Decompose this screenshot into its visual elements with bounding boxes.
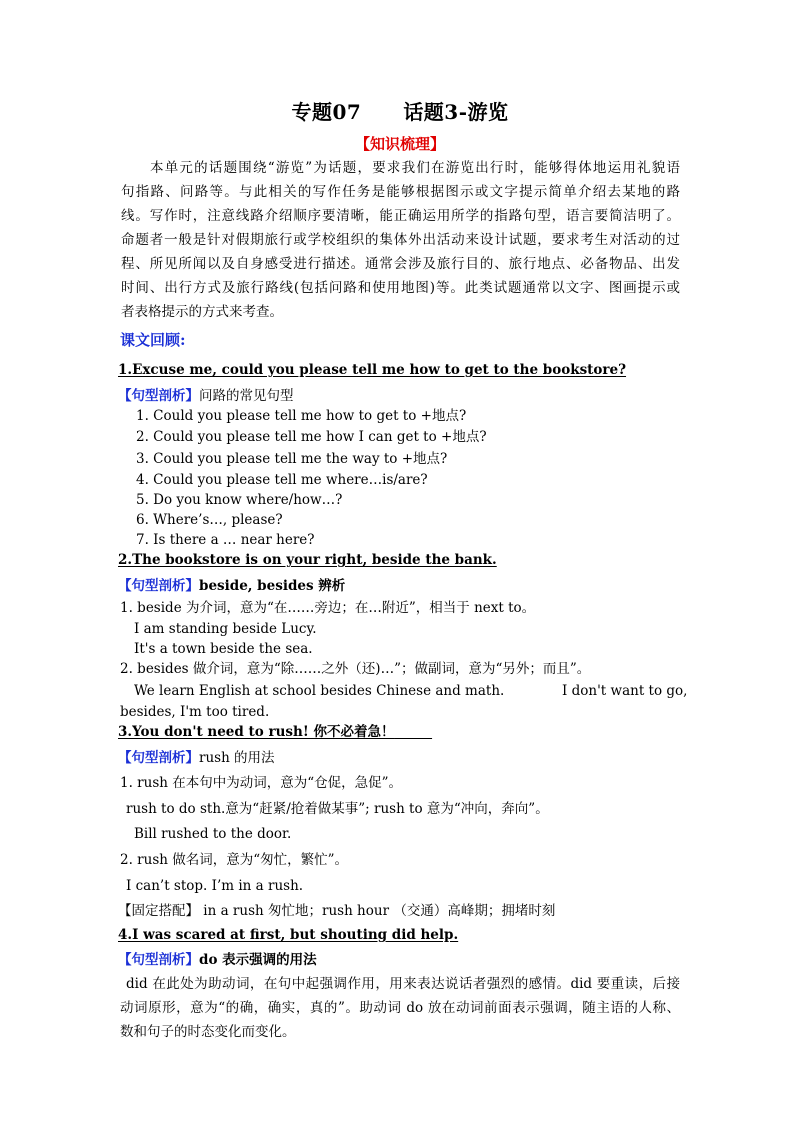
rush-example-1: Bill rushed to the door. [134,826,292,842]
besides-example-2b: besides, I'm too tired. [120,704,270,720]
section-3-title-text: 3.You don't need to rush! 你不必着急！ [118,724,395,740]
pattern-item-3: 3. Could you please tell me the way to +地点? [136,451,448,467]
intro-line-5: 程、所见所闻以及自身感受进行描述。通常会涉及旅行目的、旅行地点、必备物品、出发 [121,256,680,272]
do-emphasis-line-2: 动词原形，意为“的确，确实，真的”。助动词 do 放在动词前面表示强调，随主语的人称、 [120,1000,680,1016]
section-2-title: 2.The bookstore is on your right, beside the bank. [118,552,497,568]
intro-line-4: 命题者一般是针对假期旅行或学校组织的集体外出活动来设计试题，要求考生对活动的过 [121,232,680,248]
title-topic-name: 话题3-游览 [403,100,509,124]
section-1-tag-text: 问路的常见句型 [199,388,294,404]
rush-to-usage: rush to do sth.意为“赶紧/抢着做某事”; rush to 意为“冲向，奔向”。 [126,801,549,817]
beside-example-1: I am standing beside Lucy. [134,621,317,637]
section-3-analysis [118,748,275,768]
rush-noun-usage: 2. rush 做名词，意为“匆忙，繁忙”。 [120,852,349,868]
besides-example-1: We learn English at school besides Chinese and math. [134,683,505,699]
rush-verb-usage: 1. rush 在本句中为动词，意为“仓促，急促”。 [120,775,403,791]
pattern-item-7: 7. Is there a … near here? [136,532,315,548]
knowledge-heading: 【知识梳理】 [354,135,445,153]
pattern-item-1: 1. Could you please tell me how to get to +地点? [136,408,467,424]
pattern-item-5: 5. Do you know where/how…? [136,492,343,508]
pattern-item-2: 2. Could you please tell me how I can get to +地点? [136,429,487,445]
intro-line-2: 句指路、问路等。与此相关的写作任务是能够根据图示或文字提示简单介绍去某地的路 [121,184,680,200]
section-3-title [118,722,432,742]
beside-usage: 1. beside 为介词，意为“在……旁边；在…附近”，相当于 next to。 [120,600,536,616]
section-1-analysis [118,386,294,406]
besides-usage: 2. besides 做介词，意为“除……之外（还)…”；做副词，意为“另外；而且”。 [120,661,591,677]
intro-line-7: 者表格提示的方式来考查。 [121,304,283,320]
section-2-analysis [118,576,345,596]
intro-line-1: 本单元的话题围绕“游览”为话题，要求我们在游览出行时，能够得体地运用礼貌语 [150,160,680,176]
section-2-tag: 【句型剖析】 [118,578,199,594]
section-1-tag: 【句型剖析】 [118,388,199,404]
do-emphasis-line-1: did 在此处为助动词，在句中起强调作用，用来表达说话者强烈的感情。did 要重读，后接 [126,976,680,992]
do-emphasis-line-3: 数和句子的时态变化而变化。 [120,1024,296,1040]
intro-line-3: 线。写作时，注意线路介绍顺序要清晰，能正确运用所学的指路句型，语言要简洁明了。 [121,208,680,224]
section-2-tag-text: beside, besides 辨析 [199,578,346,594]
rush-example-2: I can’t stop. I’m in a rush. [126,878,304,894]
beside-example-2: It's a town beside the sea. [134,641,313,657]
besides-example-2a: I don't want to go, [562,683,688,699]
review-heading: 课文回顾: [120,331,186,349]
section-4-tag-text: do 表示强调的用法 [199,952,317,968]
section-4-analysis [118,950,317,970]
section-4-tag: 【句型剖析】 [118,952,199,968]
pattern-item-4: 4. Could you please tell me where…is/are? [136,472,428,488]
intro-line-6: 时间、出行方式及旅行路线(包括问路和使用地图)等。此类试题通常以文字、图画提示或 [121,280,680,296]
fixed-collocation: 【固定搭配】 in a rush 匆忙地；rush hour （交通）高峰期；拥堵时刻 [118,903,556,919]
pattern-item-6: 6. Where’s…, please? [136,512,283,528]
section-4-title: 4.I was scared at first, but shouting did help. [118,927,459,943]
title-topic-number: 专题07 [291,100,362,124]
page-title [0,96,800,125]
section-3-tag: 【句型剖析】 [118,750,199,766]
section-3-tag-text: rush 的用法 [199,750,275,766]
section-1-title: 1.Excuse me, could you please tell me how to get to the bookstore? [118,362,627,378]
